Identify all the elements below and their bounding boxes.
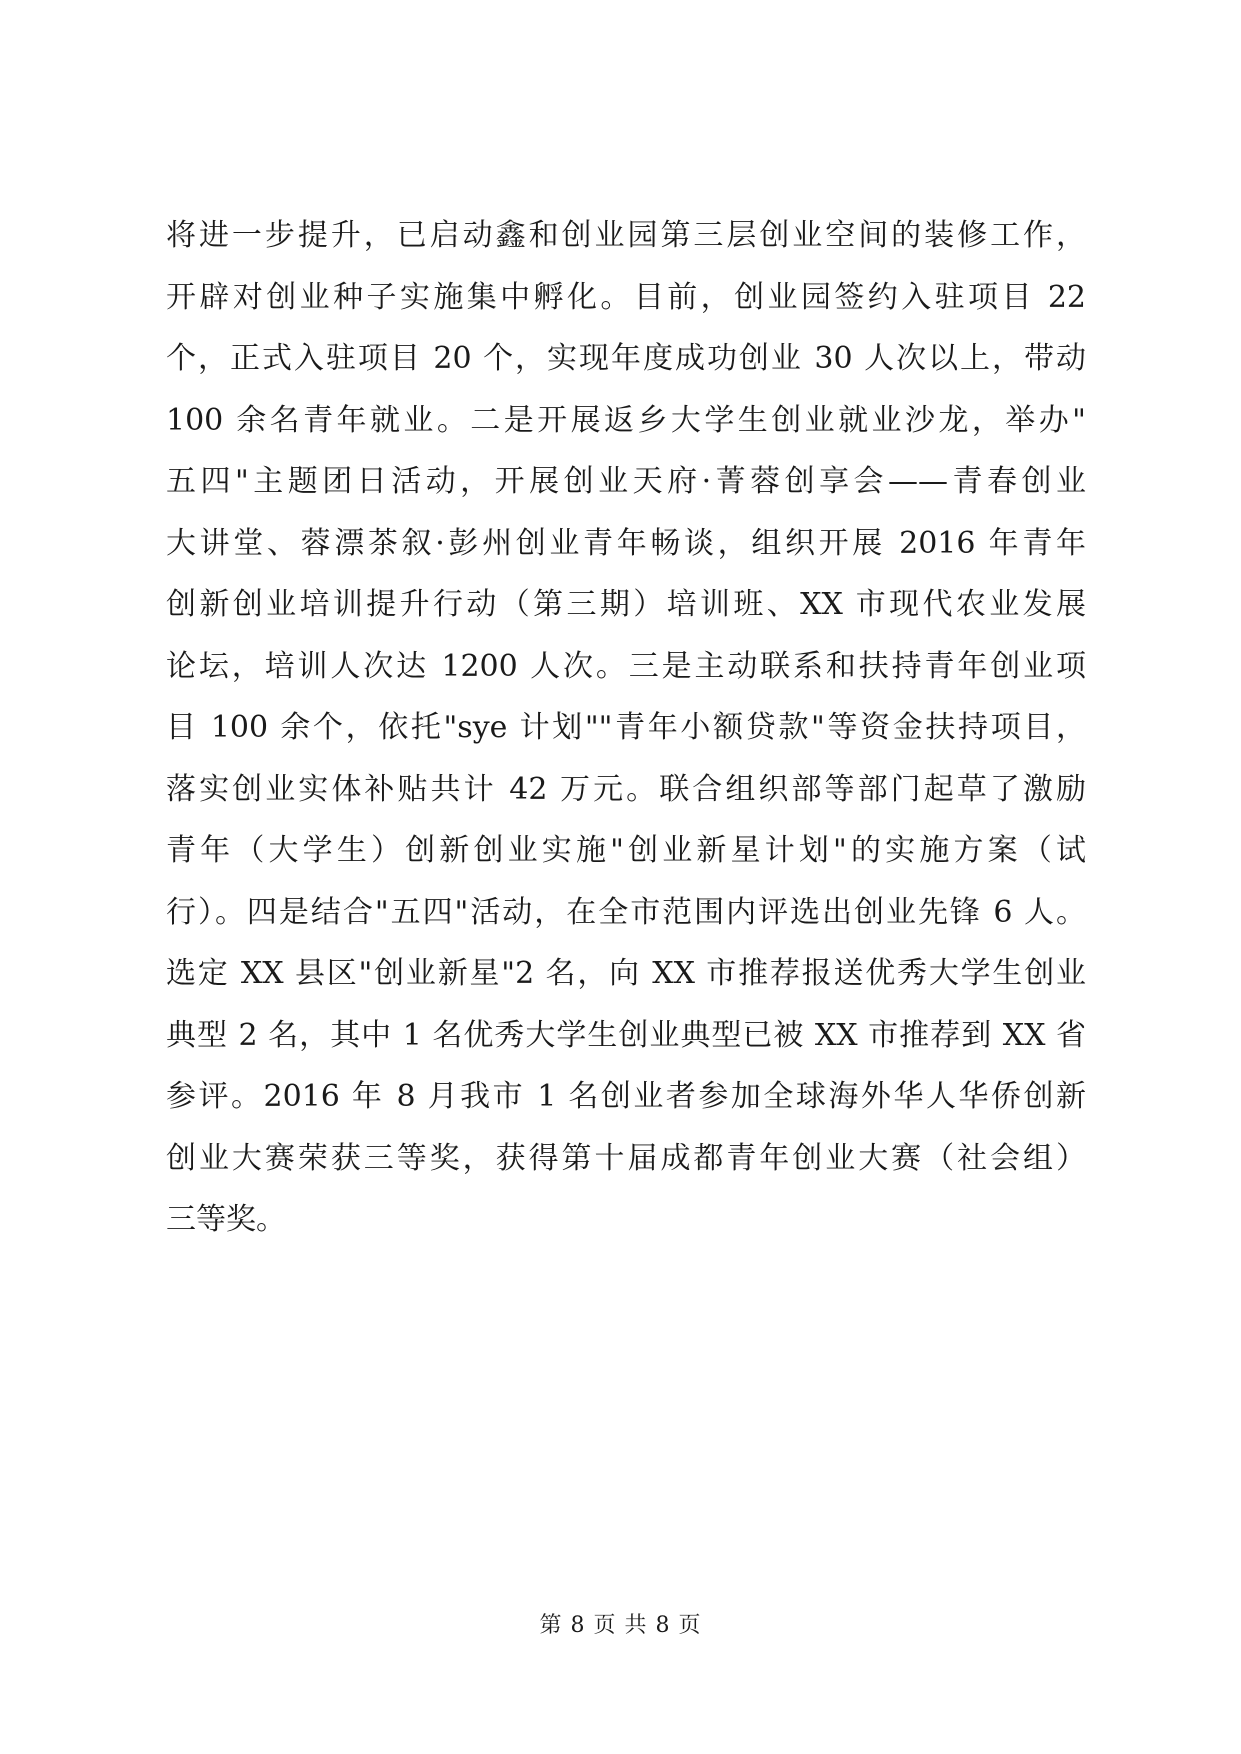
paragraph-line: 三等奖。 [166, 1202, 286, 1237]
paragraph-line: 青年（大学生）创新创业实施"创业新星计划"的实施方案（试 [166, 833, 1086, 868]
paragraph-line: 大讲堂、蓉漂茶叙·彭州创业青年畅谈，组织开展 2016 年青年 [166, 525, 1086, 561]
paragraph-line: 参评。2016 年 8 月我市 1 名创业者参加全球海外华人华侨创新 [166, 1079, 1086, 1114]
paragraph-line: 将进一步提升，已启动鑫和创业园第三层创业空间的装修工作， [166, 218, 1086, 253]
paragraph-line: 100 余名青年就业。二是开展返乡大学生创业就业沙龙，举办" [166, 402, 1086, 438]
paragraph-line: 开辟对创业种子实施集中孵化。目前，创业园签约入驻项目 22 [166, 279, 1086, 315]
paragraph-line: 个，正式入驻项目 20 个，实现年度成功创业 30 人次以上，带动 [166, 341, 1086, 376]
paragraph-line: 选定 XX 县区"创业新星"2 名，向 XX 市推荐报送优秀大学生创业 [166, 956, 1086, 991]
paragraph-line: 五四"主题团日活动，开展创业天府·菁蓉创享会——青春创业 [166, 464, 1086, 499]
paragraph-line: 典型 2 名，其中 1 名优秀大学生创业典型已被 XX 市推荐到 XX 省 [166, 1017, 1086, 1053]
paragraph-line: 创业大赛荣获三等奖，获得第十届成都青年创业大赛（社会组） [166, 1140, 1086, 1176]
paragraph-line: 目 100 余个，依托"sye 计划""青年小额贷款"等资金扶持项目， [166, 710, 1086, 745]
paragraph-line: 落实创业实体补贴共计 42 万元。联合组织部等部门起草了激励 [166, 771, 1086, 807]
page-number-label: 第 8 页 共 8 页 [539, 1613, 702, 1638]
paragraph-line: 行）。四是结合"五四"活动，在全市范围内评选出创业先锋 6 人。 [166, 894, 1086, 930]
page-footer [0, 1608, 1241, 1639]
body-paragraph [166, 205, 1086, 1251]
paragraph-line: 创新创业培训提升行动（第三期）培训班、XX 市现代农业发展 [166, 587, 1086, 622]
paragraph-line: 论坛，培训人次达 1200 人次。三是主动联系和扶持青年创业项 [166, 648, 1086, 684]
